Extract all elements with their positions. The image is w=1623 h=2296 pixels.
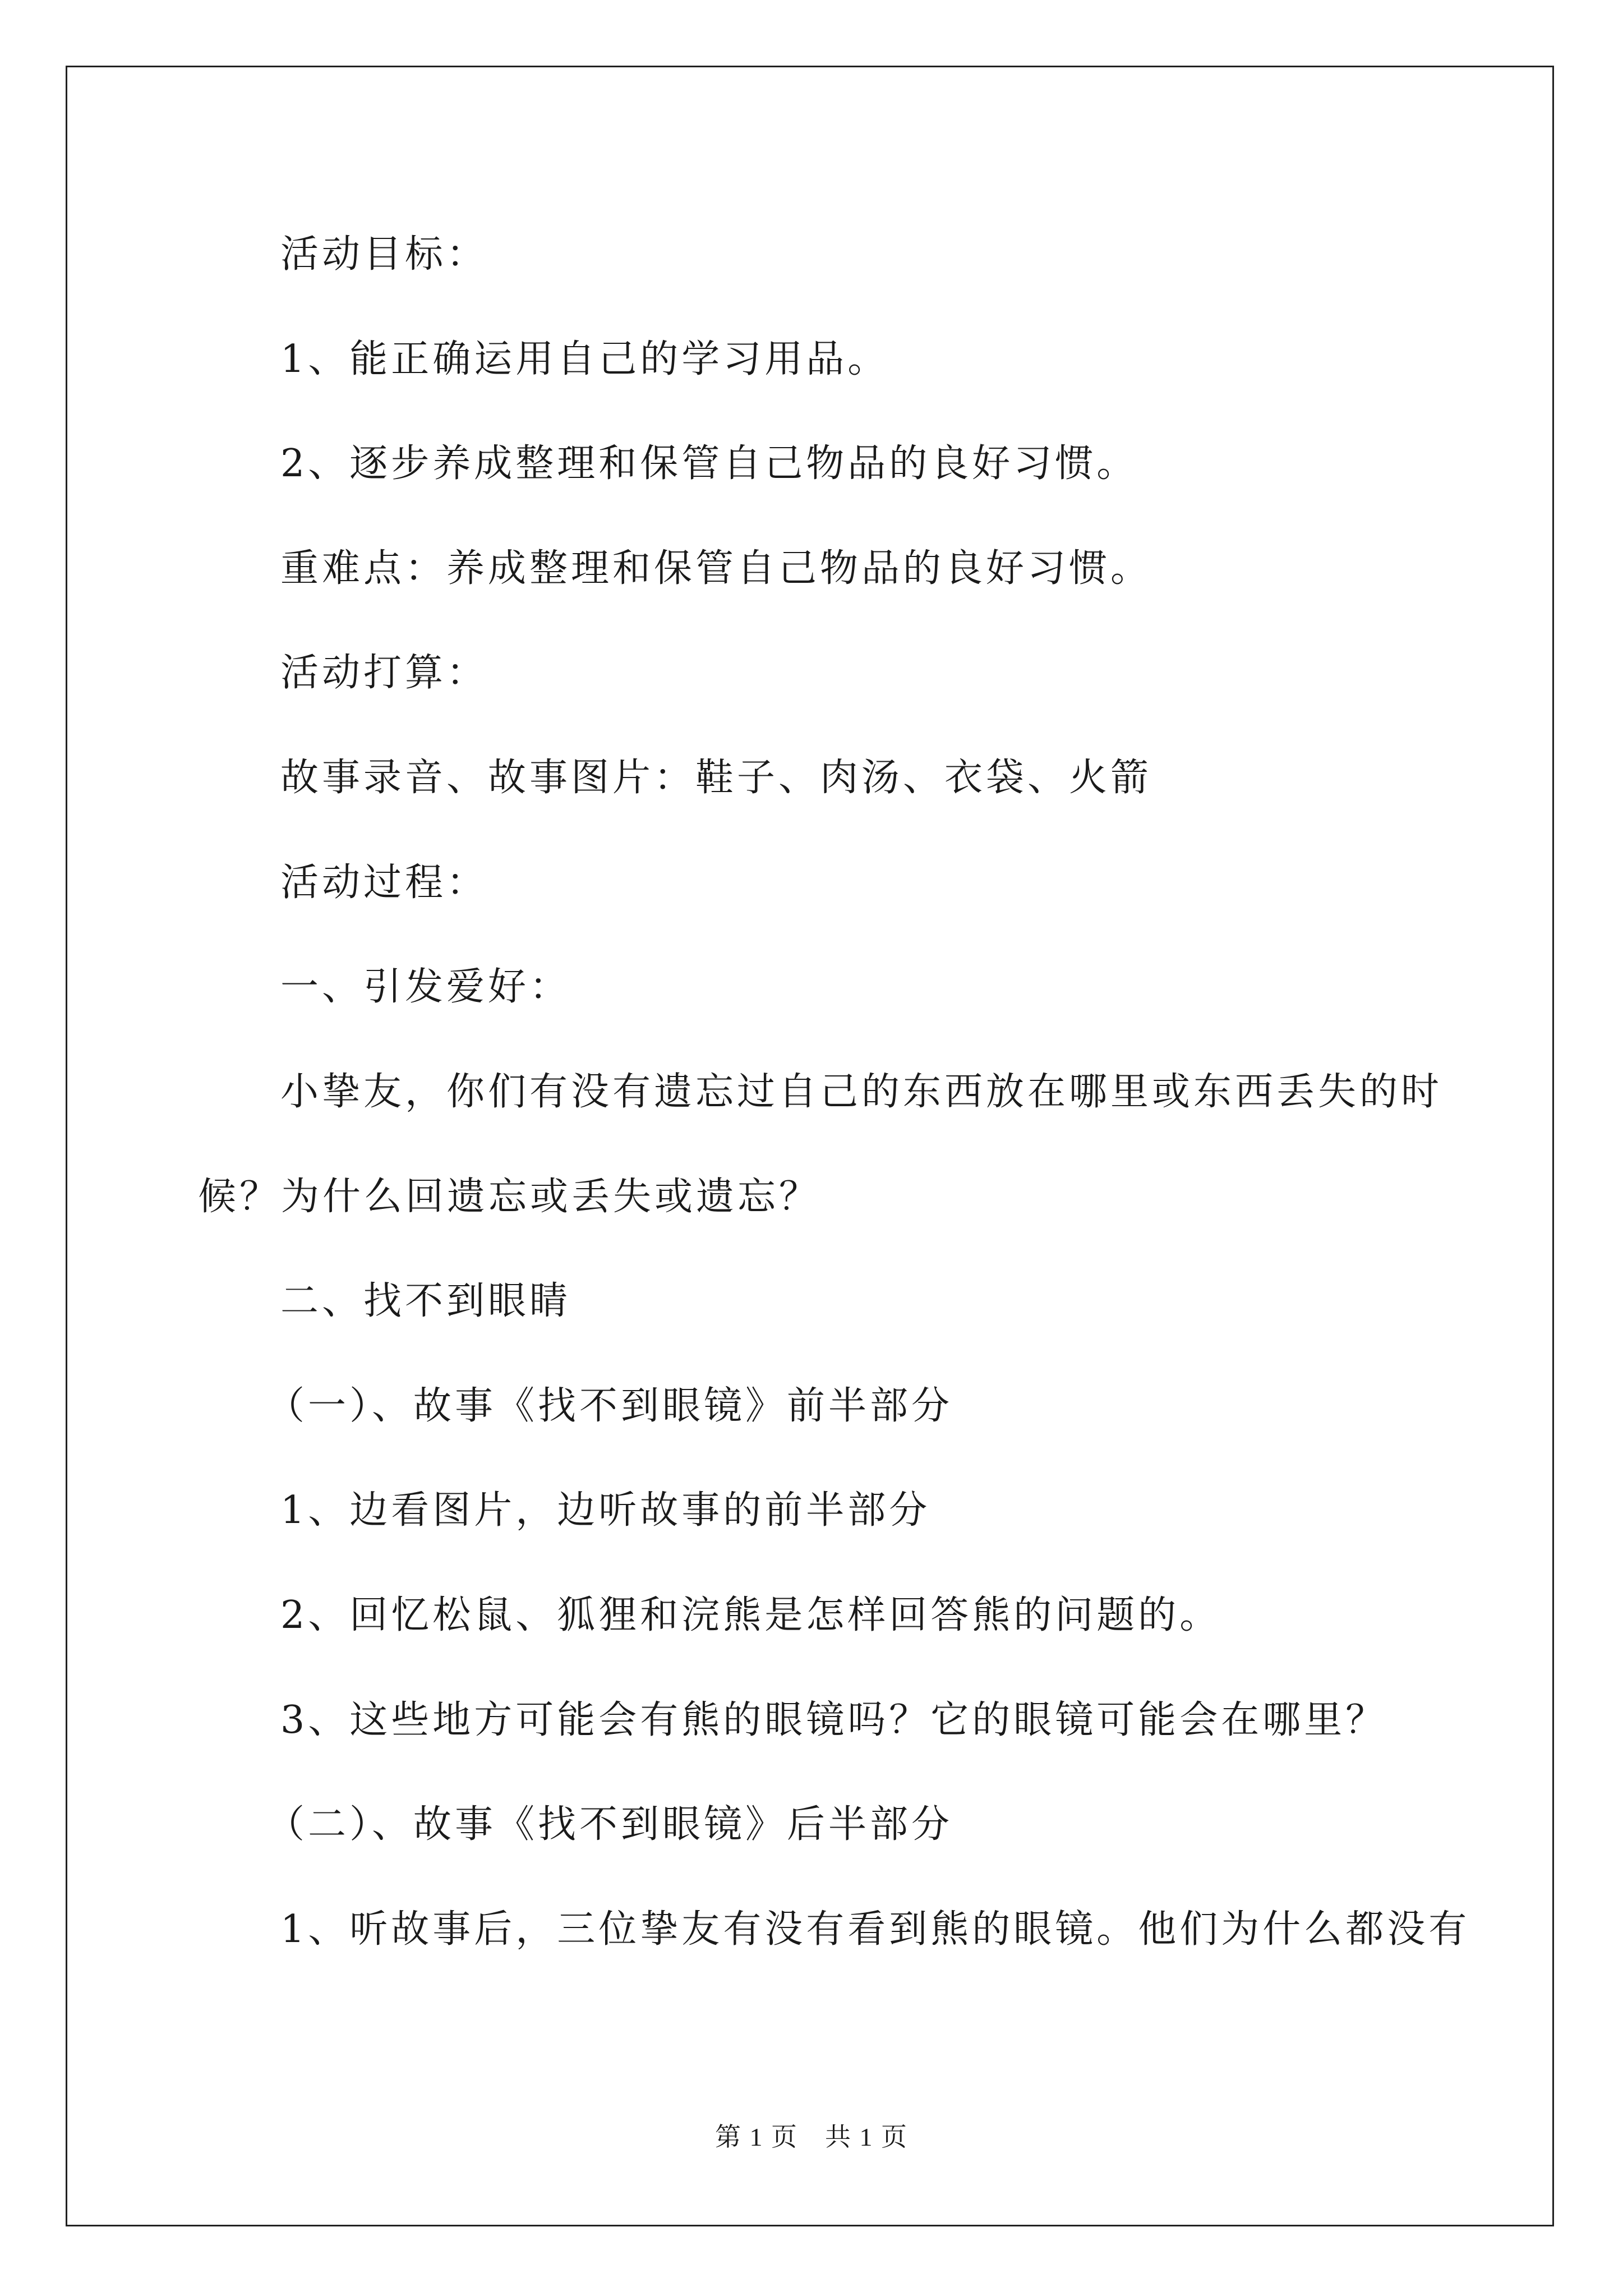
key-difficulty: 重难点：养成整理和保管自己物品的良好习惯。 xyxy=(280,546,1152,591)
subsection-one-heading: （一）、故事《找不到眼镜》前半部分 xyxy=(266,1384,953,1428)
subsection-one-item-1: 1、边看图片，边听故事的前半部分 xyxy=(280,1488,931,1533)
heading-activity-process: 活动过程： xyxy=(280,861,488,905)
page-border xyxy=(66,66,1554,2226)
section-two-heading: 二、找不到眼睛 xyxy=(280,1279,571,1323)
heading-activity-plan: 活动打算： xyxy=(280,651,488,695)
paragraph-question-line-1: 小挚友，你们有没有遗忘过自己的东西放在哪里或东西丢失的时 xyxy=(280,1070,1443,1114)
goal-item-1: 1、能正确运用自己的学习用品。 xyxy=(280,337,889,381)
page-number-footer: 第 1 页 共 1 页 xyxy=(715,2123,908,2151)
goal-item-2: 2、逐步养成整理和保管自己物品的良好习惯。 xyxy=(280,441,1138,486)
section-one-heading: 一、引发爱好： xyxy=(280,965,571,1009)
subsection-two-item-1: 1、听故事后，三位挚友有没有看到熊的眼镜。他们为什么都没有 xyxy=(280,1907,1470,1952)
subsection-one-item-2: 2、回忆松鼠、狐狸和浣熊是怎样回答熊的问题的。 xyxy=(280,1593,1221,1637)
materials-text: 故事录音、故事图片：鞋子、肉汤、衣袋、火箭 xyxy=(280,756,1152,800)
paragraph-question-line-2: 候？为什么回遗忘或丢失或遗忘？ xyxy=(198,1175,821,1219)
heading-activity-goals: 活动目标： xyxy=(280,232,488,277)
subsection-one-item-3: 3、这些地方可能会有熊的眼镜吗？它的眼镜可能会在哪里？ xyxy=(280,1698,1387,1742)
subsection-two-heading: （二）、故事《找不到眼镜》后半部分 xyxy=(266,1802,953,1847)
